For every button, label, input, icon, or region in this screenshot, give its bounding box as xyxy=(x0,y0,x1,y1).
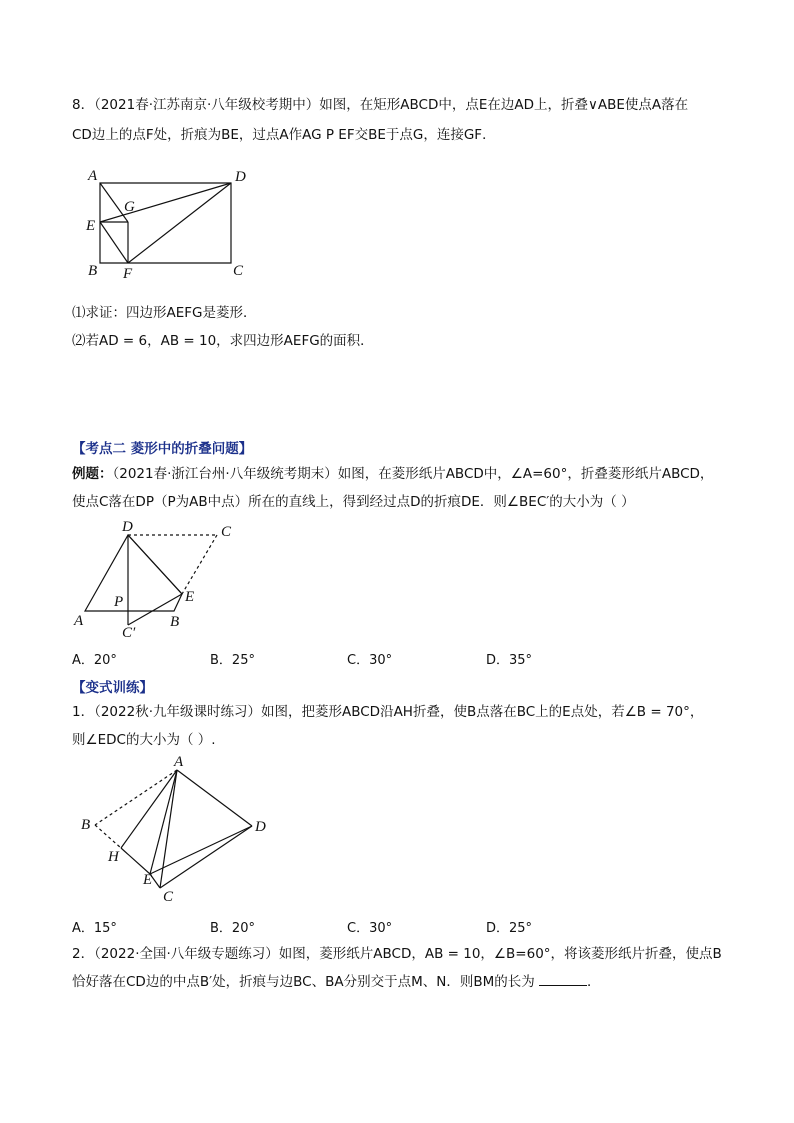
label-cprime: C′ xyxy=(122,625,136,641)
segment-he xyxy=(121,848,150,874)
q1-option-a: A．15° xyxy=(72,921,117,936)
label-a: A xyxy=(74,613,84,629)
label-p: P xyxy=(114,594,124,610)
q1-option-c: C．30° xyxy=(347,921,393,936)
label-c: C xyxy=(221,524,232,540)
q1-option-d: D．25° xyxy=(486,921,533,936)
label-c: C xyxy=(163,889,174,905)
example-option-b: B．25° xyxy=(210,653,255,668)
training-title: 【变式训练】 xyxy=(72,680,153,696)
label-b: B xyxy=(81,817,91,833)
label-b: B xyxy=(88,263,98,279)
label-d: D xyxy=(235,169,246,185)
label-e: E xyxy=(143,872,153,888)
example-option-d: D．35° xyxy=(486,653,533,668)
q8-sub2: ⑵若AD = 6，AB = 10，求四边形AEFG的面积． xyxy=(72,333,374,349)
segment-ad xyxy=(177,770,252,826)
answer-blank xyxy=(539,973,587,986)
segment-ae xyxy=(150,770,177,874)
q2-end: ． xyxy=(587,974,601,990)
label-d: D xyxy=(122,519,133,535)
label-e: E xyxy=(86,218,96,234)
q1-option-b: B．20° xyxy=(210,921,255,936)
training-q1-line2: 则∠EDC的大小为（ ）. xyxy=(72,732,216,748)
example-option-c: C．30° xyxy=(347,653,393,668)
q8-text-line2: CD边上的点F处，折痕为BE，过点A作AG P EF交BE于点G，连接GF． xyxy=(72,127,496,143)
training-q2-line1: 2．（2022·全国·八年级专题练习）如图，菱形纸片ABCD，AB = 10，∠B=60°，将该菱形纸片折叠，使点B xyxy=(72,946,722,962)
label-a: A xyxy=(88,168,98,184)
label-c: C xyxy=(233,263,244,279)
label-d: D xyxy=(255,819,266,835)
segment-bh-dashed xyxy=(95,825,121,848)
q2-text: 恰好落在CD边的中点B′处，折痕与边BC、BA分别交于点M、N．则BM的长为 xyxy=(72,974,535,990)
label-h: H xyxy=(108,849,119,865)
example-text: （2021春·浙江台州·八年级统考期末）如图，在菱形纸片ABCD中，∠A=60°，折叠菱形纸片ABCD， xyxy=(112,466,714,482)
q8-sub1: ⑴求证：四边形AEFG是菱形． xyxy=(72,305,257,321)
label-f: F xyxy=(123,266,133,282)
training-q1-line1: 1．（2022秋·九年级课时练习）如图，把菱形ABCD沿AH折叠，使B点落在BC上的E点处，若∠B = 70°， xyxy=(72,704,704,720)
label-e: E xyxy=(185,589,195,605)
label-a: A xyxy=(174,754,184,770)
segment-ah xyxy=(121,770,177,848)
section-title: 【考点二 菱形中的折叠问题】 xyxy=(72,441,253,457)
example-option-a: A．20° xyxy=(72,653,117,668)
segment-ac xyxy=(160,770,177,888)
segment-dc xyxy=(160,826,252,888)
label-g: G xyxy=(124,199,135,215)
q8-text-line1: 8．（2021春·江苏南京·八年级校考期中）如图，在矩形ABCD中，点E在边AD上，折叠∨ABE使点A落在 xyxy=(72,97,689,113)
example-label: 例题： xyxy=(72,466,113,482)
training-q2-line2 xyxy=(72,973,601,991)
label-b: B xyxy=(170,614,180,630)
example-line2: 使点C落在DP（P为AB中点）所在的直线上，得到经过点D的折痕DE．则∠BEC′的大小为（ ） xyxy=(72,494,635,510)
